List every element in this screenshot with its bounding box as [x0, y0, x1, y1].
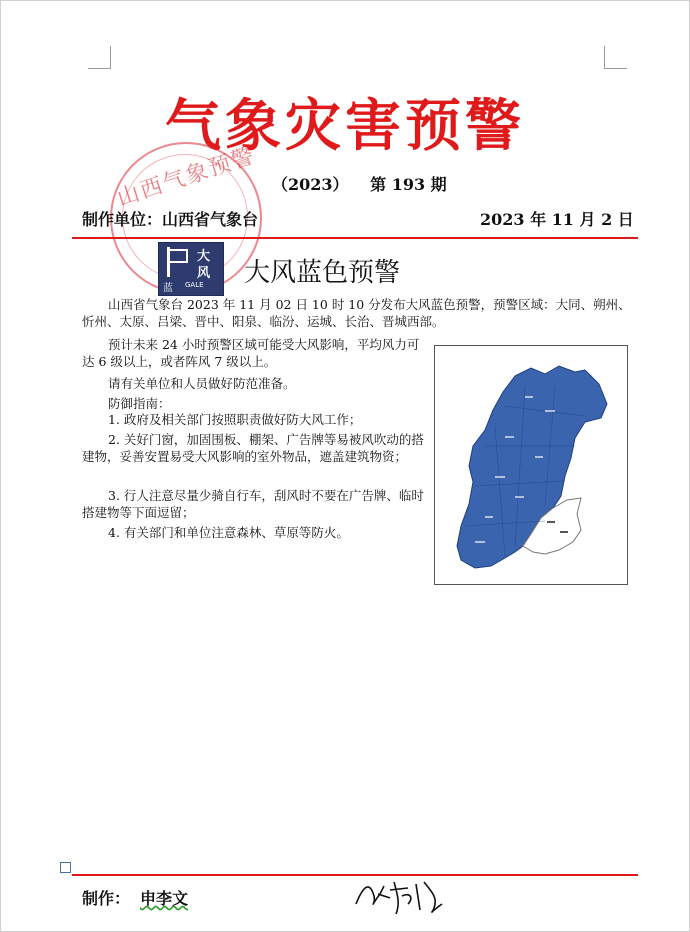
wind-flag-icon [167, 247, 192, 277]
warning-paragraph: 山西省气象台 2023 年 11 月 02 日 10 时 10 分发布大风蓝色预警，预警区域：大同、朔州、忻州、太原、吕梁、晋中、阳泉、临汾、运城、长治、晋城西部。 [82, 297, 631, 329]
producer-name: 申李文 [140, 889, 189, 908]
prepare-paragraph: 请有关单位和人员做好防范准备。 [108, 376, 296, 391]
forecast-paragraph: 预计未来 24 小时预警区域可能受大风影响，平均风力可达 6 级以上，或者阵风 7 级以上。 [82, 337, 420, 369]
footer-label: 制作： [82, 889, 131, 908]
wind-warning-badge: 大 风 蓝 GALE [158, 242, 224, 296]
shanxi-map-image [435, 346, 627, 584]
handwritten-signature [350, 874, 450, 924]
measure-item: 1. 政府及相关部门按照职责做好防大风工作； [108, 412, 362, 427]
guide-title: 防御指南： [108, 396, 171, 411]
producing-unit: 制作单位：山西省气象台 [82, 210, 259, 229]
margin-corner-mark [88, 46, 111, 69]
warning-area-map [434, 345, 628, 585]
warning-heading: 大风蓝色预警 [244, 258, 401, 288]
header-red-rule [72, 237, 638, 239]
official-seal: 山西气象预警 [110, 142, 262, 294]
measure-item: 2. 关好门窗，加固围板、棚架、广告牌等易被风吹动的搭建物，妥善安置易受大风影响的室外物品，遮盖建筑物资； [82, 432, 424, 464]
measure-item: 3. 行人注意尽量少骑自行车，刮风时不要在广告牌、临时搭建物等下面逗留； [82, 488, 424, 520]
issue-line [272, 172, 463, 195]
document-title: 气象灾害预警 [165, 93, 525, 159]
issue-number: 第 193 期 [370, 175, 447, 194]
measure-item: 4. 有关部门和单位注意森林、草原等防火。 [108, 525, 349, 540]
margin-corner-mark [604, 46, 627, 69]
issue-year: （2023） [272, 175, 349, 194]
table-anchor-icon[interactable] [60, 862, 71, 873]
issue-date: 2023 年 11 月 2 日 [480, 210, 634, 229]
